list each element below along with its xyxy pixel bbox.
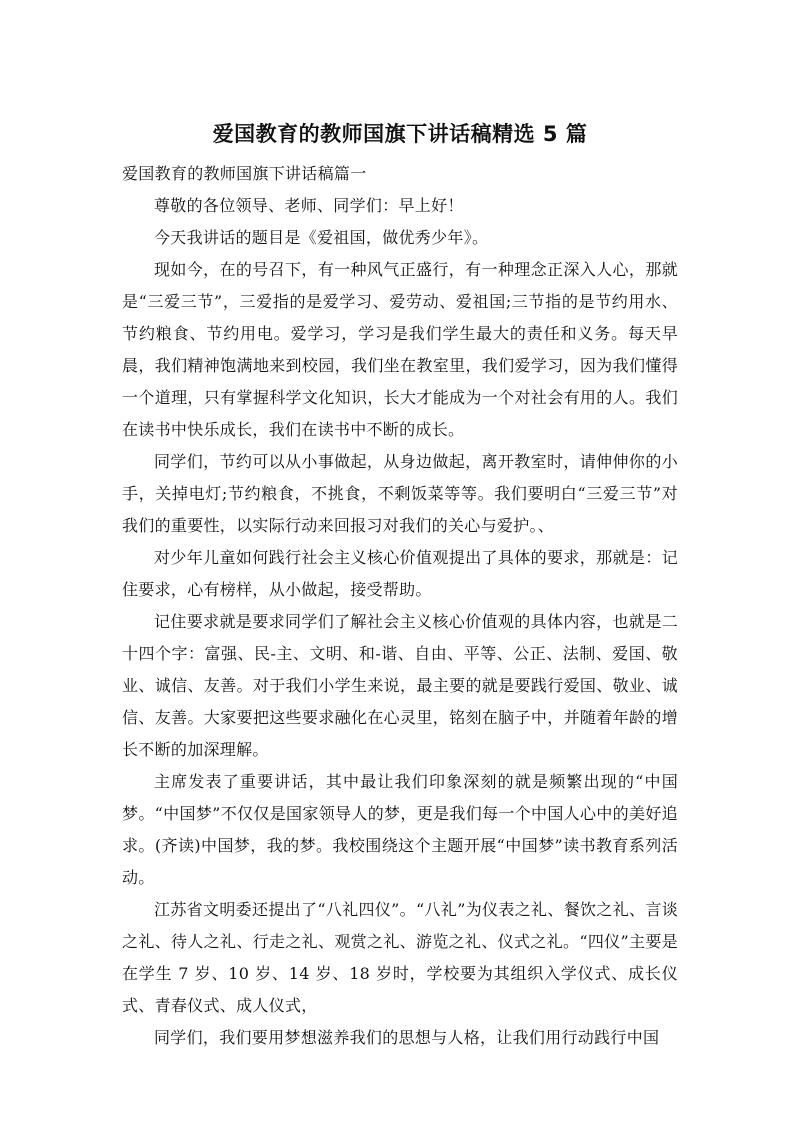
paragraph-eight-rites: 江苏省文明委还提出了“八礼四仪”。“八礼”为仪表之礼、餐饮之礼、言谈之礼、待人之礼、行走之礼、观赏之礼、游览之礼、仪式之礼。“四仪”主要是在学生 7 岁、10 岁、14 岁、18 岁时，学校要为其组织入学仪式、成长仪式、青春仪式、成人仪式， [122,900,678,1015]
document-body [122,158,678,1054]
paragraph-core-values-content: 记住要求就是要求同学们了解社会主义核心价值观的具体内容，也就是二十四个字：富强、民-主、文明、和-谐、自由、平等、公正、法制、爱国、敬业、诚信、友善。对于我们小学生来说，最主要的就是要践行爱国、敬业、诚信、友善。大家要把这些要求融化在心灵里，铭刻在脑子中，并随着年龄的增长不断的加深理解。 [122,612,678,759]
paragraph-topic: 今天我讲话的题目是《爱祖国，做优秀少年》。 [154,228,489,247]
paragraph-saving: 同学们，节约可以从小事做起，从身边做起，离开教室时，请伸伸你的小手，关掉电灯;节约粮食，不挑食，不剩饭菜等等。我们要明白“三爱三节”对我们的重要性，以实际行动来回报习对我们的关心与爱护。、 [122,452,678,535]
paragraph-three-loves: 现如今，在的号召下，有一种风气正盛行，有一种理念正深入人心，那就是“三爱三节”，三爱指的是爱学习、爱劳动、爱祖国;三节指的是节约用水、节约粮食、节约用电。爱学习，学习是我们学生最大的责任和义务。每天早晨，我们精神饱满地来到校园，我们坐在教室里，我们爱学习，因为我们懂得一个道理，只有掌握科学文化知识，长大才能成为一个对社会有用的人。我们在读书中快乐成长，我们在读书中不断的成长。 [122,260,678,439]
section-heading: 爱国教育的教师国旗下讲话稿篇一 [122,164,367,183]
paragraph-china-dream: 主席发表了重要讲话，其中最让我们印象深刻的就是频繁出现的“中国梦。“中国梦”不仅仅是国家领导人的梦，更是我们每一个中国人心中的美好追求。(齐读)中国梦，我的梦。我校围绕这个主题开展“中国梦”读书教育系列活动。 [122,772,678,887]
document-title: 爱国教育的教师国旗下讲话稿精选 5 篇 [212,122,588,146]
paragraph-greeting: 尊敬的各位领导、老师、同学们：早上好！ [154,196,464,215]
paragraph-closing: 同学们，我们要用梦想滋养我们的思想与人格，让我们用行动践行中国 [154,1028,660,1047]
paragraph-core-values-requirements: 对少年儿童如何践行社会主义核心价值观提出了具体的要求，那就是：记住要求，心有榜样，从小做起，接受帮助。 [122,548,678,599]
